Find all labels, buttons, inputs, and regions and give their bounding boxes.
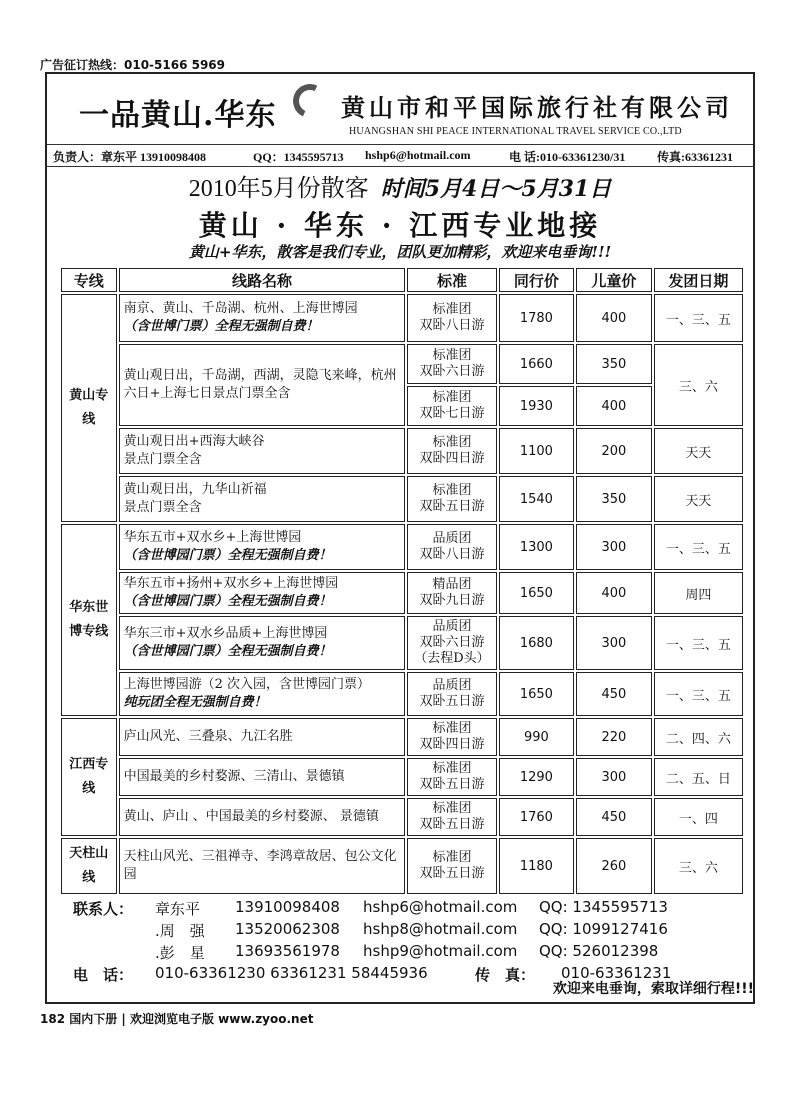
contact-name: .周 强 xyxy=(155,922,205,940)
route-note: （含世博门票）全程无强制自费！ xyxy=(123,319,319,334)
child-price: 200 xyxy=(576,428,651,474)
route-name xyxy=(119,524,406,570)
brand-logo: 一品黄山.华东 xyxy=(79,98,277,133)
child-price: 450 xyxy=(576,672,651,716)
page-footer: 182 国内下册 | 欢迎浏览电子版 www.zyoo.net xyxy=(40,1012,314,1026)
peer-price: 1650 xyxy=(499,672,575,716)
departure-days: 一、四 xyxy=(654,798,743,836)
col-header: 发团日期 xyxy=(654,268,743,292)
contact-email[interactable]: hshp8@hotmail.com xyxy=(363,920,518,938)
contact-qq: QQ: 526012398 xyxy=(539,942,659,960)
route-text: 黄山、庐山 、中国最美的乡村婺源、 景德镇 xyxy=(123,809,379,824)
route-name xyxy=(119,572,406,614)
table-row xyxy=(61,428,743,474)
contact-qq: QQ: 1099127416 xyxy=(539,920,668,938)
route-standard: 标准团 双卧四日游 xyxy=(407,428,496,474)
route-standard: 品质团 双卧六日游 （去程D头） xyxy=(407,616,496,670)
departure-days: 天天 xyxy=(654,428,743,474)
main-title xyxy=(47,168,753,203)
child-price: 400 xyxy=(576,294,651,342)
peer-price: 1180 xyxy=(499,838,575,894)
table-row xyxy=(61,718,743,756)
contact-email[interactable]: hshp9@hotmail.com xyxy=(363,942,518,960)
departure-days: 天天 xyxy=(654,476,743,522)
contacts-block xyxy=(67,898,747,986)
col-header: 线路名称 xyxy=(119,268,406,292)
route-standard: 标准团 双卧五日游 xyxy=(407,476,496,522)
departure-days: 一、三、五 xyxy=(654,616,743,670)
route-name xyxy=(119,838,406,894)
child-price: 300 xyxy=(576,758,651,796)
route-standard: 品质团 双卧八日游 xyxy=(407,524,496,570)
table-row xyxy=(61,572,743,614)
route-note: （含世博园门票）全程无强制自费！ xyxy=(123,548,332,563)
table-row xyxy=(61,672,743,716)
table-row xyxy=(61,798,743,836)
route-category: 黄山专线 xyxy=(61,294,117,522)
peer-price: 990 xyxy=(499,718,575,756)
child-price: 350 xyxy=(576,344,651,384)
departure-days: 一、三、五 xyxy=(654,294,743,342)
peer-price: 1300 xyxy=(499,524,575,570)
contact-row xyxy=(67,920,747,942)
ad-hotline: 广告征订热线：010-5166 5969 xyxy=(40,58,226,72)
peer-price: 1650 xyxy=(499,572,575,614)
route-text: 华东五市+扬州+双水乡+上海世博园 xyxy=(123,576,339,591)
table-row xyxy=(61,524,743,570)
departure-days: 二、五、日 xyxy=(654,758,743,796)
peer-price: 1680 xyxy=(499,616,575,670)
route-text: 南京、黄山、千岛湖、杭州、上海世博园 xyxy=(123,301,358,316)
table-row xyxy=(61,476,743,522)
route-standard: 标准团 双卧五日游 xyxy=(407,838,496,894)
col-header: 同行价 xyxy=(499,268,575,292)
route-standard: 标准团 双卧五日游 xyxy=(407,758,496,796)
route-note: （含世博园门票）全程无强制自费！ xyxy=(123,594,332,609)
ad-frame xyxy=(45,72,755,1004)
route-category: 华东世博专线 xyxy=(61,524,117,716)
route-name xyxy=(119,758,406,796)
route-text: 庐山风光、三叠泉、九江名胜 xyxy=(123,729,293,744)
route-note: （含世博园门票）全程无强制自费！ xyxy=(123,644,332,659)
table-row xyxy=(61,758,743,796)
peer-price: 1780 xyxy=(499,294,575,342)
contact-name: 章东平 xyxy=(155,900,201,918)
route-name xyxy=(119,476,406,522)
route-standard: 标准团 双卧五日游 xyxy=(407,798,496,836)
company-logo-icon xyxy=(288,79,332,123)
child-price: 450 xyxy=(576,798,651,836)
contact-email[interactable]: hshp6@hotmail.com xyxy=(363,898,518,916)
fax-label: 传 真： xyxy=(475,966,536,984)
route-category: 天柱山线 xyxy=(61,838,117,894)
contact-qq: QQ: 1345595713 xyxy=(539,898,668,916)
route-standard: 精品团 双卧九日游 xyxy=(407,572,496,614)
route-name xyxy=(119,344,406,426)
route-standard: 标准团 双卧六日游 xyxy=(407,344,496,384)
route-text: 天柱山风光、三祖禅寺、李鸿章故居、包公文化园 xyxy=(123,849,397,882)
route-standard: 标准团 双卧八日游 xyxy=(407,294,496,342)
child-price: 300 xyxy=(576,616,651,670)
contact-phone: 13520062308 xyxy=(235,920,340,938)
peer-price: 1660 xyxy=(499,344,575,384)
route-standard: 标准团 双卧四日游 xyxy=(407,718,496,756)
header-email[interactable]: hshp6@hotmail.com xyxy=(365,148,471,162)
welcome-note: 欢迎来电垂询，索取详细行程!!! xyxy=(552,981,754,997)
header-phone: 电 话:010-63361230/31 xyxy=(509,150,626,164)
header-fax: 传真:63361231 xyxy=(657,150,733,164)
contact-row xyxy=(67,942,747,964)
header-contact-strip xyxy=(47,144,753,167)
contact-row xyxy=(67,898,747,920)
route-text: 黄山观日出，九华山祈福 景点门票全含 xyxy=(123,482,267,515)
table-row xyxy=(61,294,743,342)
departure-days: 一、三、五 xyxy=(654,672,743,716)
child-price: 350 xyxy=(576,476,651,522)
table-row xyxy=(61,616,743,670)
departure-days: 三、六 xyxy=(654,344,743,426)
fax-number: 010-63361231 xyxy=(561,964,672,982)
manager-info: 负责人：章东平 13910098408 xyxy=(53,150,207,164)
table-row xyxy=(61,838,743,894)
company-name: 黄山市和平国际旅行社有限公司 xyxy=(341,93,733,122)
route-name xyxy=(119,294,406,342)
peer-price: 1760 xyxy=(499,798,575,836)
route-name xyxy=(119,616,406,670)
departure-days: 三、六 xyxy=(654,838,743,894)
child-price: 220 xyxy=(576,718,651,756)
main-title-text: 2010年5月份散客 xyxy=(188,176,369,202)
slogan: 黄山+华东，散客是我们专业，团队更加精彩，欢迎来电垂询!!! xyxy=(188,243,612,261)
header-qq: QQ：1345595713 xyxy=(253,150,344,164)
table-row xyxy=(61,344,743,384)
route-standard: 标准团 双卧七日游 xyxy=(407,386,496,426)
route-name xyxy=(119,798,406,836)
peer-price: 1540 xyxy=(499,476,575,522)
company-english-name: HUANGSHAN SHI PEACE INTERNATIONAL TRAVEL SERVICE CO.,LTD xyxy=(349,126,682,137)
peer-price: 1930 xyxy=(499,386,575,426)
peer-price: 1290 xyxy=(499,758,575,796)
route-text: 上海世博园游（2 次入园，含世博园门票） xyxy=(123,677,370,692)
departure-days: 二、四、六 xyxy=(654,718,743,756)
col-header: 专线 xyxy=(61,268,117,292)
route-standard: 品质团 双卧五日游 xyxy=(407,672,496,716)
route-text: 黄山观日出+西海大峡谷 景点门票全含 xyxy=(123,434,265,467)
tel-label: 电 话： xyxy=(73,966,134,984)
child-price: 400 xyxy=(576,386,651,426)
route-note: 纯玩团全程无强制自费！ xyxy=(123,695,267,710)
contact-phone: 13910098408 xyxy=(235,898,340,916)
route-table xyxy=(59,266,745,896)
contacts-label: 联系人： xyxy=(73,900,134,918)
route-name xyxy=(119,718,406,756)
route-text: 华东五市+双水乡+上海世博园 xyxy=(123,530,302,545)
col-header: 儿童价 xyxy=(576,268,651,292)
route-category: 江西专线 xyxy=(61,718,117,836)
child-price: 300 xyxy=(576,524,651,570)
date-range: 时间5月4日～5月31日 xyxy=(380,176,612,202)
route-name xyxy=(119,428,406,474)
tel-numbers: 010-63361230 63361231 58445936 xyxy=(155,964,428,982)
table-header-row xyxy=(61,268,743,292)
route-text: 黄山观日出，千岛湖，西湖，灵隐飞来峰，杭州六日+上海七日景点门票全含 xyxy=(123,368,397,401)
contact-name: .彭 星 xyxy=(155,944,205,962)
child-price: 260 xyxy=(576,838,651,894)
contact-phone: 13693561978 xyxy=(235,942,340,960)
route-text: 华东三市+双水乡品质+上海世博园 xyxy=(123,626,328,641)
departure-days: 周四 xyxy=(654,572,743,614)
company-banner xyxy=(47,74,753,145)
child-price: 400 xyxy=(576,572,651,614)
departure-days: 一、三、五 xyxy=(654,524,743,570)
route-text: 中国最美的乡村婺源、三清山、景德镇 xyxy=(123,769,345,784)
col-header: 标准 xyxy=(407,268,496,292)
subtitle: 黄山 · 华东 · 江西专业地接 xyxy=(198,209,602,242)
peer-price: 1100 xyxy=(499,428,575,474)
route-name xyxy=(119,672,406,716)
